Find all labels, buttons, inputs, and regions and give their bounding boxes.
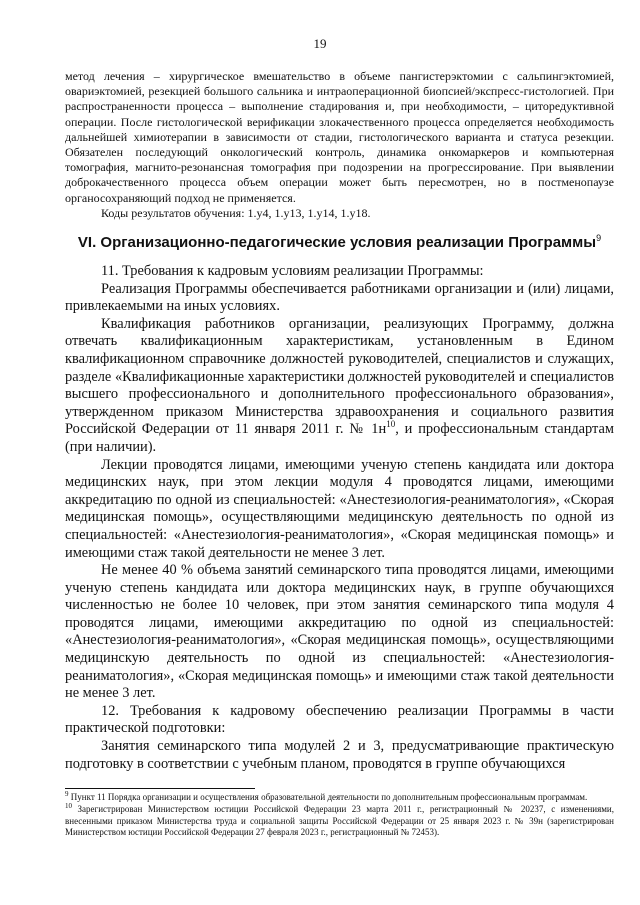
item-11-title: 11. Требования к кадровым условиям реализации Программы: (101, 263, 484, 279)
main-text (65, 263, 614, 773)
footnote-ref-10: 10 (386, 419, 396, 430)
lectures-paragraph: Лекции проводятся лицами, имеющими ученую степень кандидата или доктора медицинских наук, при этом лекции модуля 4 проводятся лицами, имеющими аккредитацию по одной из специальностей: «Анестезиология-реаниматология», «Скорая медицинская помощь», осуществляющими медицинскую деятельность по одной из специальностей: «Анестезиология-реаниматология», «Скорая медицинская помощь» и имеющими стаж такой деятельности не менее 3 лет. (65, 456, 614, 561)
item-12-paragraph: 12. Требования к кадровому обеспечению реализации Программы в части практической подготовки: (65, 702, 614, 737)
footnote-9 (65, 792, 614, 803)
intro-paragraph: метод лечения – хирургическое вмешательство в объеме пангистерэктомии с сальпингэктомией, овариэктомией, резекцией большого сальника и интраоперационной биопсией/экспресс-гистологией. При распространенности процесса – выполнение стадирования и, при необходимости, – циторедуктивной операции. После гистологической верификации злокачественного процесса определяется необходимость дальнейшей химиотерапии в зависимости от стадии, гистологического варианта и статуса резекции. Обязателен последующий онкологический контроль, динамика онкомаркеров и компьютерная томография, магнито-резонансная томография при подозрении на прогрессирование. При выявлении доброкачественного процесса объем операции может быть пересмотрен, но в постменопаузе органосохраняющий подход не применяется. (65, 69, 614, 205)
footnote-9-marker: 9 (65, 790, 69, 798)
footnote-10-text: Зарегистрирован Министерством юстиции Российской Федерации 23 марта 2011 г., регистрационный № 20237, с изменениями, внесенными приказом Министерства труда и социальной защиты Российской Федерации от 25 января 2023 г. № 39н (зарегистрирован Министерством юстиции Российской Федерации 27 февраля 2023 г., регистрационный № 72453). (65, 804, 615, 838)
practical-training-paragraph: Занятия семинарского типа модулей 2 и 3, предусматривающие практическую подготовку в соответствии с учебным планом, проводятся в группе обучающихся (65, 738, 614, 772)
page-number: 19 (313, 36, 327, 51)
footnote-10-marker: 10 (65, 802, 72, 811)
section-heading (65, 233, 614, 251)
footnote-separator (65, 788, 255, 789)
section-heading-text: VI. Организационно-педагогические условия реализации Программы (77, 234, 597, 251)
footnote-9-text: Пункт 11 Порядка организации и осуществления образовательной деятельности по дополнительным профессиональным программам. (70, 792, 588, 802)
seminars-paragraph: Не менее 40 % объема занятий семинарского типа проводятся лицами, имеющими ученую степень кандидата или доктора медицинских наук, в группе обучающихся численностью не более 10 человек, при этом занятия семинарского типа модуля 4 проводятся лицами, имеющими аккредитацию по одной из специальностей: «Анестезиология-реаниматология», «Скорая медицинская помощь», осуществляющими медицинскую деятельность по одной из специальностей: «Анестезиология-реаниматология», «Скорая медицинская помощь» и имеющими стаж такой деятельности не менее 3 лет. (65, 562, 614, 702)
qualification-text: Квалификация работников организации, реализующих Программу, должна отвечать квалификационным характеристикам, установленным в Едином квалификационном справочнике должностей руководителей, специалистов и служащих, разделе «Квалификационные характеристики должностей руководителей и специалистов высшего профессионального и дополнительного профессионального образования», утвержденном приказом Министерства здравоохранения и социального развития Российской Федерации от 11 января 2011 г. № 1н (65, 315, 614, 438)
footnote-ref-9: 9 (596, 233, 602, 243)
footnotes (65, 792, 614, 840)
intro-block (65, 69, 614, 221)
qualification-paragraph (65, 316, 614, 457)
qualification-text-end: , и профессиональным стандартам (при наличии). (65, 421, 614, 455)
item-11-text: Реализация Программы обеспечивается работниками организации и (или) лицами, привлекаемыми на иных условиях. (65, 280, 614, 315)
learning-result-codes: Коды результатов обучения: 1.у4, 1.у13, 1.у14, 1.у18. (101, 205, 371, 220)
footnote-10 (65, 804, 614, 838)
